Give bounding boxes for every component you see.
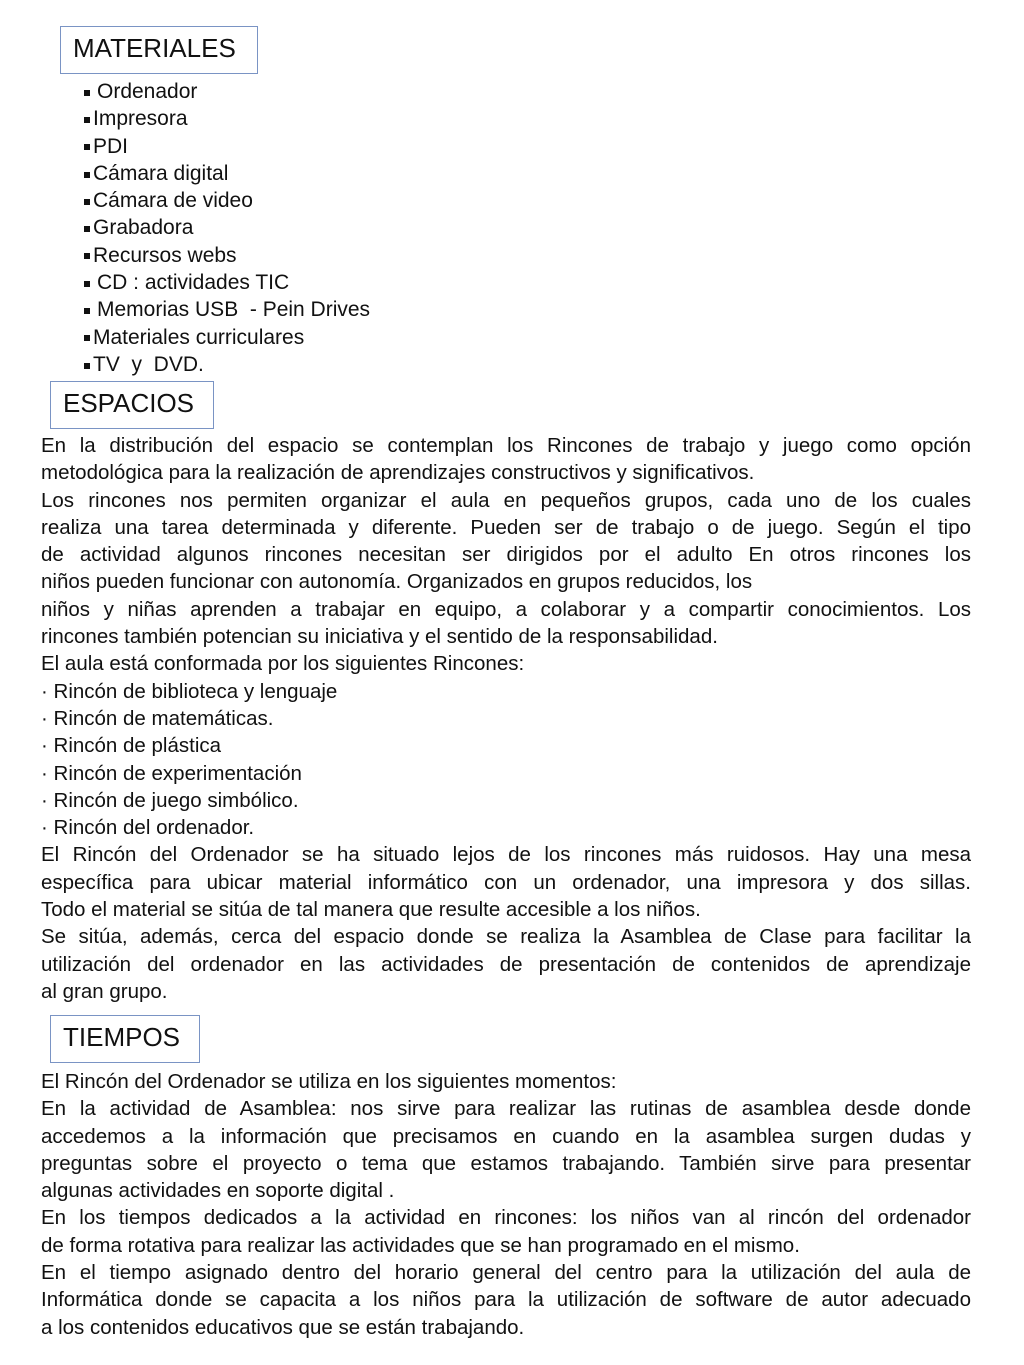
text-line: específica para ubicar material informático con un ordenador, una impresora y dos sillas. [41,870,971,894]
bullet-square-icon [84,144,90,150]
text-line: El Rincón del Ordenador se ha situado lejos de los rincones más ruidosos. Hay una mesa [41,843,971,867]
list-item: Ordenador [84,78,370,105]
list-item: Cámara de video [84,187,370,214]
bullet-square-icon [84,253,90,259]
text-line: al gran grupo. [41,979,168,1003]
text-line: algunas actividades en soporte digital . [41,1179,395,1203]
text-line: En los tiempos dedicados a la actividad en rincones: los niños van al rincón del ordenador [41,1206,971,1230]
list-item: Recursos webs [84,242,370,269]
text-line: metodológica para la realización de aprendizajes constructivos y significativos. [41,461,755,485]
text-line: rincones también potencian su iniciativa y el sentido de la responsabilidad. [41,625,718,649]
bullet-square-icon [84,90,90,96]
text-line: preguntas sobre el proyecto o tema que estamos trabajando. También sirve para presentar [41,1151,971,1175]
materiales-heading: MATERIALES [60,26,258,74]
text-line: Todo el material se sitúa de tal manera que resulte accesible a los niños. [41,898,701,922]
bullet-square-icon [84,199,90,205]
text-line: utilización del ordenador en las actividades de presentación de contenidos de aprendizaje [41,952,971,976]
text-line: niños pueden funcionar con autonomía. Organizados en grupos reducidos, los [41,570,753,594]
rincon-item: · Rincón del ordenador. [41,816,255,840]
text-line: Los rincones nos permiten organizar el aula en pequeños grupos, cada uno de los cuales [41,488,971,512]
text-line: Se sitúa, además, cerca del espacio donde se realiza la Asamblea de Clase para facilitar la [41,925,971,949]
text-line: a los contenidos educativos que se están trabajando. [41,1315,525,1339]
espacios-heading: ESPACIOS [50,381,214,429]
rincon-item: · Rincón de plástica [41,734,222,758]
list-item: Cámara digital [84,160,370,187]
bullet-square-icon [84,308,90,314]
text-line: de actividad algunos rincones necesitan ser dirigidos por el adulto En otros rincones los [41,543,971,567]
text-line: realiza una tarea determinada y diferente. Pueden ser de trabajo o de juego. Según el tipo [41,515,971,539]
list-item: CD : actividades TIC [84,269,370,296]
list-item: PDI [84,133,370,160]
rincon-item: · Rincón de matemáticas. [41,706,274,730]
text-line: Informática donde se capacita a los niños para la utilización de software de autor adecuado [41,1288,971,1312]
text-line: En la actividad de Asamblea: nos sirve para realizar las rutinas de asamblea desde donde [41,1097,971,1121]
tiempos-heading: TIEMPOS [50,1015,200,1063]
rincon-item: · Rincón de biblioteca y lenguaje [41,679,338,703]
tiempos-body [41,1068,971,1341]
list-item: TV y DVD. [84,351,370,378]
rincon-item: · Rincón de experimentación [41,761,302,785]
text-line: En la distribución del espacio se contemplan los Rincones de trabajo y juego como opción [41,434,971,457]
bullet-square-icon [84,335,90,341]
text-line: accedemos a la información que precisamos en cuando en la asamblea surgen dudas y [41,1124,971,1148]
list-item: Memorias USB - Pein Drives [84,296,370,323]
bullet-square-icon [84,363,90,369]
text-line: En el tiempo asignado dentro del horario general del centro para la utilización del aula de [41,1261,971,1285]
text-line: El Rincón del Ordenador se utiliza en los siguientes momentos: [41,1070,617,1093]
bullet-square-icon [84,281,90,287]
materiales-list [84,78,370,378]
text-line: de forma rotativa para realizar las actividades que se han programado en el mismo. [41,1233,800,1257]
text-line: El aula está conformada por los siguientes Rincones: [41,652,525,676]
list-item: Grabadora [84,214,370,241]
list-item: Materiales curriculares [84,324,370,351]
list-item: Impresora [84,105,370,132]
espacios-body [41,432,971,1005]
text-line: niños y niñas aprenden a trabajar en equipo, a colaborar y a compartir conocimientos. Los [41,597,971,621]
bullet-square-icon [84,172,90,178]
bullet-square-icon [84,226,90,232]
bullet-square-icon [84,117,90,123]
rincon-item: · Rincón de juego simbólico. [41,788,299,812]
